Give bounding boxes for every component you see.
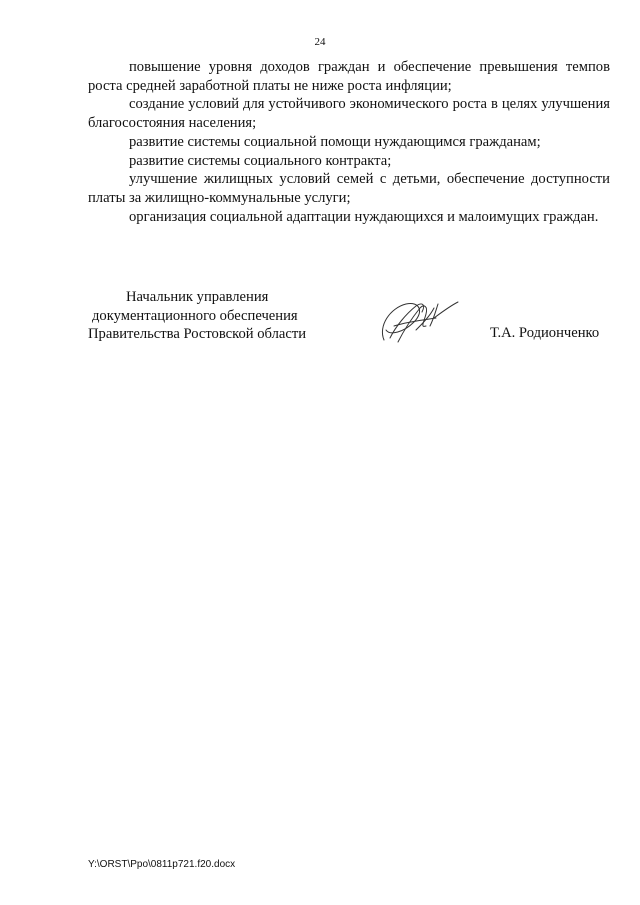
body-text (88, 58, 610, 226)
paragraph: развитие системы социального контракта; (129, 152, 392, 169)
paragraph: повышение уровня доходов граждан и обеспечение превышения темпов роста средней заработной платы не ниже роста инфляции; (88, 59, 610, 94)
paragraph: улучшение жилищных условий семей с детьми, обеспечение доступности платы за жилищно-коммунальные услуги; (88, 171, 610, 206)
paragraph: развитие системы социальной помощи нуждающимся гражданам; (129, 133, 541, 150)
signatory-title-line: Начальник управления (126, 289, 269, 305)
paragraph: организация социальной адаптации нуждающихся и малоимущих граждан. (129, 208, 599, 225)
paragraph: создание условий для устойчивого экономического роста в целях улучшения благосостояния населения; (88, 96, 610, 132)
file-path: Y:\ORST\Ppo\0811p721.f20.docx (88, 859, 236, 870)
signatory-title-line: документационного обеспечения (92, 307, 298, 324)
handwritten-signature (376, 296, 462, 346)
signatory-title (88, 288, 306, 344)
signatory-title-line: Правительства Ростовской области (88, 326, 307, 343)
page-number: 24 (314, 36, 326, 48)
signer-name: Т.А. Родионченко (490, 325, 600, 341)
